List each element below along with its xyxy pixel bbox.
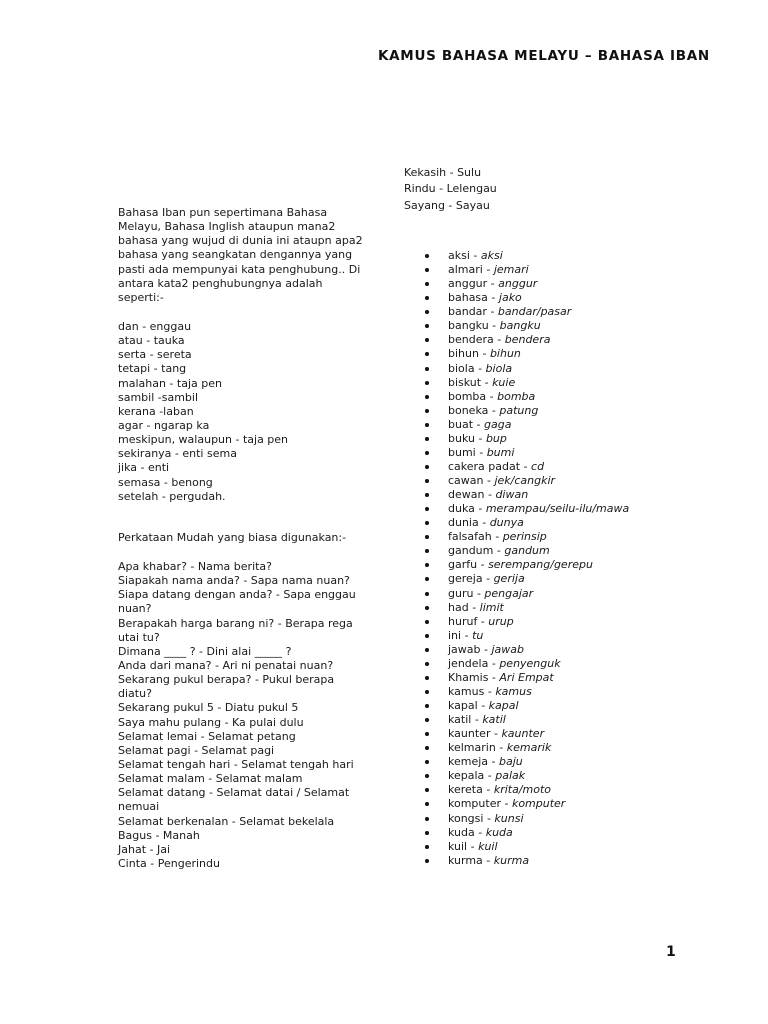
phrase-line: Apa khabar? - Nama berita? xyxy=(118,560,273,573)
bullet-icon xyxy=(425,648,429,652)
conjunction-item: atau - tauka xyxy=(118,334,185,348)
vocab-iban: aksi xyxy=(480,249,503,262)
vocab-melayu: Khamis xyxy=(448,670,489,684)
vocab-item: garfu - serempang/gerepu xyxy=(422,558,629,572)
vocab-melayu: garfu xyxy=(448,558,478,572)
vocab-iban: limit xyxy=(479,600,504,614)
phrase-line: Selamat pagi - Selamat pagi xyxy=(118,743,275,757)
vocabulary-list xyxy=(422,249,629,868)
vocab-iban: jawab xyxy=(491,642,525,656)
vocab-item: kurma - kurma xyxy=(422,854,629,868)
vocab-iban: bangku xyxy=(499,319,541,333)
vocab-iban: gerija xyxy=(493,572,525,586)
vocab-item: kereta - krita/moto xyxy=(422,783,629,797)
phrase-line: Dimana ____ ? - Dini alai _____ ? xyxy=(118,644,292,658)
vocab-melayu: duka xyxy=(448,502,475,516)
top-word: Rindu - Lelengau xyxy=(404,182,497,196)
vocab-iban: gaga xyxy=(483,417,512,431)
bullet-icon xyxy=(425,746,429,750)
vocab-iban: kuda xyxy=(485,825,513,839)
vocab-item: aksi - aksi xyxy=(422,249,629,263)
phrase-line: nuan? xyxy=(118,602,152,616)
vocab-iban: kamus xyxy=(495,684,532,698)
vocab-iban: penyenguk xyxy=(499,656,561,670)
bullet-icon xyxy=(425,859,429,863)
top-word-list xyxy=(404,165,497,214)
bullet-icon xyxy=(425,563,429,567)
vocab-item: guru - pengajar xyxy=(422,587,629,601)
bullet-icon xyxy=(425,817,429,821)
vocab-item: komputer - komputer xyxy=(422,797,629,811)
vocab-melayu: boneka xyxy=(448,403,489,417)
vocab-iban: perinsip xyxy=(502,530,547,544)
phrase-line: diatu? xyxy=(118,687,152,701)
vocab-item: buat - gaga xyxy=(422,418,629,432)
vocab-melayu: kapal xyxy=(448,699,478,712)
vocab-melayu: jawab xyxy=(448,642,481,656)
bullet-icon xyxy=(425,465,429,469)
vocab-iban: kapal xyxy=(488,699,519,712)
conjunction-list xyxy=(118,320,363,504)
vocab-melayu: guru xyxy=(448,586,474,600)
vocab-melayu: bahasa xyxy=(448,291,488,305)
vocab-melayu: dewan xyxy=(448,488,485,502)
bullet-icon xyxy=(425,831,429,835)
phrase-line: Berapakah harga barang ni? - Berapa rega xyxy=(118,616,353,630)
phrase-line: Bagus - Manah xyxy=(118,828,200,842)
bullet-icon xyxy=(425,760,429,764)
vocab-item: kongsi - kunsi xyxy=(422,812,629,826)
vocab-item: bangku - bangku xyxy=(422,319,629,333)
phrase-line: Siapakah nama anda? - Sapa nama nuan? xyxy=(118,574,350,588)
vocab-item: duka - merampau/seilu-ilu/mawa xyxy=(422,502,629,516)
conjunction-item: sambil -sambil xyxy=(118,390,199,404)
vocab-iban: komputer xyxy=(511,797,566,811)
conjunction-item: serta - sereta xyxy=(118,348,192,362)
vocab-iban: urup xyxy=(488,614,514,628)
bullet-icon xyxy=(425,282,429,286)
vocab-item: cakera padat - cd xyxy=(422,460,629,474)
vocab-melayu: kaunter xyxy=(448,727,491,741)
phrase-line: Selamat datang - Selamat datai / Selamat xyxy=(118,786,350,800)
intro-line: Bahasa Iban pun sepertimana Bahasa xyxy=(118,206,328,219)
phrase-line: Sekarang pukul 5 - Diatu pukul 5 xyxy=(118,701,299,715)
vocab-melayu: bendera xyxy=(448,333,494,347)
bullet-icon xyxy=(425,718,429,722)
conjunction-item: meskipun, walaupun - taja pen xyxy=(118,433,289,447)
vocab-item: gereja - gerija xyxy=(422,572,629,586)
vocab-iban: kemarik xyxy=(506,741,552,755)
phrase-line: Saya mahu pulang - Ka pulai dulu xyxy=(118,715,304,729)
phrases-heading-block xyxy=(118,531,363,545)
bullet-icon xyxy=(425,704,429,708)
vocab-item: bomba - bomba xyxy=(422,390,629,404)
bullet-icon xyxy=(425,423,429,427)
bullet-icon xyxy=(425,549,429,553)
bullet-icon xyxy=(425,268,429,272)
bullet-icon xyxy=(425,774,429,778)
vocab-item: kuil - kuil xyxy=(422,840,629,854)
vocab-iban: bomba xyxy=(497,389,536,403)
vocab-melayu: dunia xyxy=(448,516,479,530)
vocab-item: Khamis - Ari Empat xyxy=(422,671,629,685)
vocab-melayu: kamus xyxy=(448,684,485,698)
vocab-item: kemeja - baju xyxy=(422,755,629,769)
top-word: Sayang - Sayau xyxy=(404,198,490,212)
bullet-icon xyxy=(425,296,429,300)
conjunction-item: agar - ngarap ka xyxy=(118,418,210,432)
vocab-item: dewan - diwan xyxy=(422,488,629,502)
vocab-iban: bendera xyxy=(504,333,551,347)
vocab-melayu: bihun xyxy=(448,347,479,361)
bullet-icon xyxy=(425,676,429,680)
phrase-line: Siapa datang dengan anda? - Sapa enggau xyxy=(118,588,356,602)
vocab-item: huruf - urup xyxy=(422,615,629,629)
vocab-iban: cd xyxy=(531,459,545,473)
vocab-iban: anggur xyxy=(498,277,538,291)
vocab-iban: palak xyxy=(495,769,526,783)
bullet-icon xyxy=(425,535,429,539)
phrase-line: Anda dari mana? - Ari ni penatai nuan? xyxy=(118,658,334,672)
phrase-line: Selamat berkenalan - Selamat bekelala xyxy=(118,814,335,828)
vocab-melayu: cakera padat xyxy=(448,459,521,473)
vocab-iban: Ari Empat xyxy=(499,670,554,684)
vocab-iban: katil xyxy=(482,713,506,727)
vocab-item: cawan - jek/cangkir xyxy=(422,474,629,488)
vocab-item: gandum - gandum xyxy=(422,544,629,558)
vocab-melayu: gereja xyxy=(448,572,483,586)
bullet-icon xyxy=(425,802,429,806)
vocab-item: bumi - bumi xyxy=(422,446,629,460)
bullet-icon xyxy=(425,493,429,497)
vocab-item: jawab - jawab xyxy=(422,643,629,657)
phrase-line: Selamat malam - Selamat malam xyxy=(118,772,303,786)
vocab-item: bandar - bandar/pasar xyxy=(422,305,629,319)
vocab-melayu: kepala xyxy=(448,769,485,783)
vocab-melayu: bangku xyxy=(448,319,489,333)
vocab-melayu: gandum xyxy=(448,544,494,558)
bullet-icon xyxy=(425,606,429,610)
intro-line: bahasa yang wujud di dunia ini ataupn apa2 xyxy=(118,234,363,248)
conjunction-item: sekiranya - enti sema xyxy=(118,447,237,461)
vocab-item: kepala - palak xyxy=(422,769,629,783)
phrase-line: Jahat - Jai xyxy=(118,842,171,856)
top-word: Kekasih - Sulu xyxy=(404,166,482,179)
phrase-line: nemuai xyxy=(118,800,160,814)
phrase-list xyxy=(118,560,363,871)
vocab-melayu: bandar xyxy=(448,305,487,319)
vocab-item: almari - jemari xyxy=(422,263,629,277)
bullet-icon xyxy=(425,479,429,483)
vocab-iban: tu xyxy=(472,628,484,642)
vocab-iban: bup xyxy=(485,431,507,445)
bullet-icon xyxy=(425,254,429,258)
vocab-iban: krita/moto xyxy=(493,783,552,797)
vocab-item: anggur - anggur xyxy=(422,277,629,291)
vocab-iban: merampau/seilu-ilu/mawa xyxy=(485,502,630,516)
vocab-iban: dunya xyxy=(489,516,524,530)
vocab-item: kapal - kapal xyxy=(422,699,629,713)
conjunction-item: semasa - benong xyxy=(118,475,213,489)
vocab-iban: kuil xyxy=(478,839,498,853)
vocab-iban: jek/cangkir xyxy=(494,474,556,487)
vocab-melayu: aksi xyxy=(448,249,470,262)
bullet-icon xyxy=(425,592,429,596)
vocab-melayu: kemeja xyxy=(448,755,489,769)
vocab-item: dunia - dunya xyxy=(422,516,629,530)
vocab-melayu: kelmarin xyxy=(448,741,496,755)
bullet-icon xyxy=(425,409,429,413)
vocab-item: kelmarin - kemarik xyxy=(422,741,629,755)
vocab-melayu: almari xyxy=(448,263,483,277)
vocab-item: biskut - kuie xyxy=(422,376,629,390)
vocab-melayu: kereta xyxy=(448,783,483,797)
vocab-melayu: bumi xyxy=(448,445,476,459)
page-number: 1 xyxy=(666,944,676,960)
vocab-iban: jemari xyxy=(493,263,529,277)
vocab-melayu: buku xyxy=(448,431,475,445)
intro-line: pasti ada mempunyai kata penghubung.. Di xyxy=(118,262,361,276)
vocab-iban: bihun xyxy=(489,347,521,361)
bullet-icon xyxy=(425,845,429,849)
intro-line: seperti:- xyxy=(118,290,164,304)
conjunction-item: malahan - taja pen xyxy=(118,376,222,390)
vocab-melayu: kuda xyxy=(448,825,475,839)
vocab-item: bihun - bihun xyxy=(422,347,629,361)
vocab-melayu: biola xyxy=(448,361,475,375)
vocab-iban: kaunter xyxy=(501,727,545,741)
bullet-icon xyxy=(425,732,429,736)
vocab-iban: kurma xyxy=(493,853,530,867)
phrase-line: Cinta - Pengerindu xyxy=(118,856,220,870)
phrase-line: Selamat lemai - Selamat petang xyxy=(118,729,296,743)
vocab-item: katil - katil xyxy=(422,713,629,727)
conjunction-item: tetapi - tang xyxy=(118,362,187,376)
page-title: KAMUS BAHASA MELAYU – BAHASA IBAN xyxy=(378,48,710,64)
vocab-melayu: kuil xyxy=(448,839,468,853)
vocab-iban: kunsi xyxy=(494,811,524,825)
vocab-melayu: huruf xyxy=(448,614,478,628)
bullet-icon xyxy=(425,395,429,399)
phrase-line: Selamat tengah hari - Selamat tengah hari xyxy=(118,757,354,771)
bullet-icon xyxy=(425,310,429,314)
vocab-melayu: jendela xyxy=(448,656,489,670)
bullet-icon xyxy=(425,324,429,328)
vocab-iban: pengajar xyxy=(484,586,534,600)
bullet-icon xyxy=(425,620,429,624)
vocab-item: bendera - bendera xyxy=(422,333,629,347)
bullet-icon xyxy=(425,507,429,511)
vocab-melayu: komputer xyxy=(448,797,501,811)
bullet-icon xyxy=(425,437,429,441)
vocab-iban: bandar/pasar xyxy=(497,305,572,319)
vocab-melayu: bomba xyxy=(448,389,487,403)
vocab-melayu: kongsi xyxy=(448,811,484,825)
vocab-item: ini - tu xyxy=(422,629,629,643)
vocab-melayu: katil xyxy=(448,713,472,727)
bullet-icon xyxy=(425,381,429,385)
intro-line: bahasa yang seangkatan dengannya yang xyxy=(118,248,353,262)
bullet-icon xyxy=(425,662,429,666)
bullet-icon xyxy=(425,788,429,792)
vocab-item: kaunter - kaunter xyxy=(422,727,629,741)
bullet-icon xyxy=(425,521,429,525)
vocab-melayu: cawan xyxy=(448,474,484,487)
vocab-iban: gandum xyxy=(504,544,550,558)
vocab-iban: baju xyxy=(499,755,523,769)
vocab-melayu: anggur xyxy=(448,277,488,291)
vocab-iban: patung xyxy=(499,403,539,417)
vocab-iban: jako xyxy=(498,291,522,305)
conjunction-item: jika - enti xyxy=(118,461,170,475)
vocab-melayu: ini xyxy=(448,628,462,642)
conjunction-item: setelah - pergudah. xyxy=(118,489,226,503)
vocab-iban: diwan xyxy=(495,488,529,502)
vocab-iban: kuie xyxy=(492,375,516,389)
phrase-line: utai tu? xyxy=(118,630,160,644)
intro-line: antara kata2 penghubungnya adalah xyxy=(118,276,323,290)
vocab-item: biola - biola xyxy=(422,362,629,376)
bullet-icon xyxy=(425,690,429,694)
vocab-item: kamus - kamus xyxy=(422,685,629,699)
intro-paragraph xyxy=(118,206,363,305)
vocab-melayu: had xyxy=(448,600,469,614)
vocab-iban: serempang/gerepu xyxy=(488,558,593,572)
vocab-melayu: falsafah xyxy=(448,530,492,544)
vocab-item: boneka - patung xyxy=(422,404,629,418)
vocab-iban: bumi xyxy=(486,445,515,459)
vocab-melayu: biskut xyxy=(448,375,482,389)
bullet-icon xyxy=(425,451,429,455)
vocab-melayu: buat xyxy=(448,417,474,431)
conjunction-item: dan - enggau xyxy=(118,320,192,333)
vocab-item: kuda - kuda xyxy=(422,826,629,840)
vocab-item: falsafah - perinsip xyxy=(422,530,629,544)
phrase-line: Sekarang pukul berapa? - Pukul berapa xyxy=(118,673,335,687)
phrases-heading: Perkataan Mudah yang biasa digunakan:- xyxy=(118,531,347,544)
vocab-item: had - limit xyxy=(422,601,629,615)
bullet-icon xyxy=(425,634,429,638)
conjunction-item: kerana -laban xyxy=(118,404,194,418)
intro-line: Melayu, Bahasa Inglish ataupun mana2 xyxy=(118,220,336,234)
bullet-icon xyxy=(425,367,429,371)
vocab-iban: biola xyxy=(485,361,513,375)
bullet-icon xyxy=(425,352,429,356)
vocab-melayu: kurma xyxy=(448,853,483,867)
vocab-item: bahasa - jako xyxy=(422,291,629,305)
bullet-icon xyxy=(425,577,429,581)
vocab-item: buku - bup xyxy=(422,432,629,446)
bullet-icon xyxy=(425,338,429,342)
vocab-item: jendela - penyenguk xyxy=(422,657,629,671)
